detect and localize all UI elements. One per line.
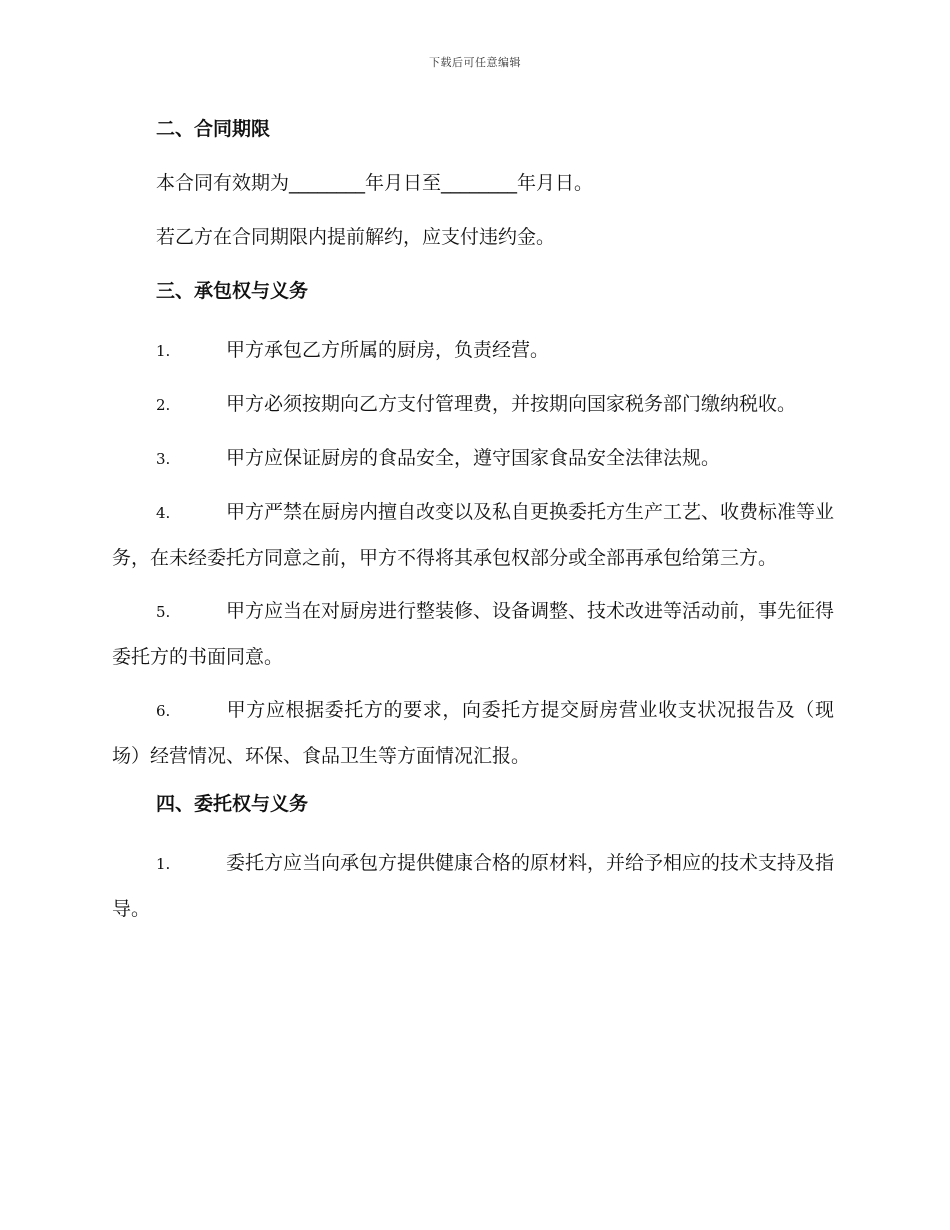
paragraph-validity-period: 本合同有效期为________年月日至________年月日。: [156, 172, 594, 194]
list-item: [112, 841, 834, 932]
page-header-note: 下载后可任意编辑: [429, 56, 521, 69]
list-item-text: 甲方应保证厨房的食品安全，遵守国家食品安全法律法规。: [226, 447, 721, 469]
list-item-number: 6.: [156, 702, 171, 720]
list-item-text: 甲方应根据委托方的要求，向委托方提交厨房营业收支状况报告及（现场）经营情况、环保、食品卫生等方面情况汇报。: [112, 699, 834, 767]
document-body: [112, 112, 834, 940]
list-item-number: 1.: [156, 855, 171, 873]
list-item: [112, 688, 834, 779]
list-item: [112, 328, 834, 374]
section-heading-contract-term: 二、合同期限: [156, 118, 271, 140]
list-item-text: 甲方必须按期向乙方支付管理费，并按期向国家税务部门缴纳税收。: [226, 393, 797, 415]
list-item-text: 甲方承包乙方所属的厨房，负责经营。: [226, 339, 550, 361]
list-item-number: 1.: [156, 342, 171, 360]
paragraph-early-termination: 若乙方在合同期限内提前解约，应支付违约金。: [156, 226, 556, 248]
list-item-text: 甲方严禁在厨房内擅自改变以及私自更换委托方生产工艺、收费标准等业务，在未经委托方同意之前，甲方不得将其承包权部分或全部再承包给第三方。: [112, 501, 835, 569]
list-item: [112, 382, 834, 428]
list-item-number: 4.: [156, 504, 171, 522]
section-heading-contracting-rights: 三、承包权与义务: [156, 280, 309, 302]
list-item-number: 2.: [156, 396, 171, 414]
list-item: [112, 490, 834, 581]
section-heading-entrusting-rights: 四、委托权与义务: [156, 793, 309, 815]
list-item: [112, 589, 834, 680]
list-item: [112, 436, 834, 482]
list-item-number: 3.: [156, 450, 171, 468]
list-item-text: 委托方应当向承包方提供健康合格的原材料，并给予相应的技术支持及指导。: [112, 852, 835, 920]
list-item-number: 5.: [156, 603, 171, 621]
list-item-text: 甲方应当在对厨房进行整装修、设备调整、技术改进等活动前，事先征得委托方的书面同意。: [112, 600, 835, 668]
